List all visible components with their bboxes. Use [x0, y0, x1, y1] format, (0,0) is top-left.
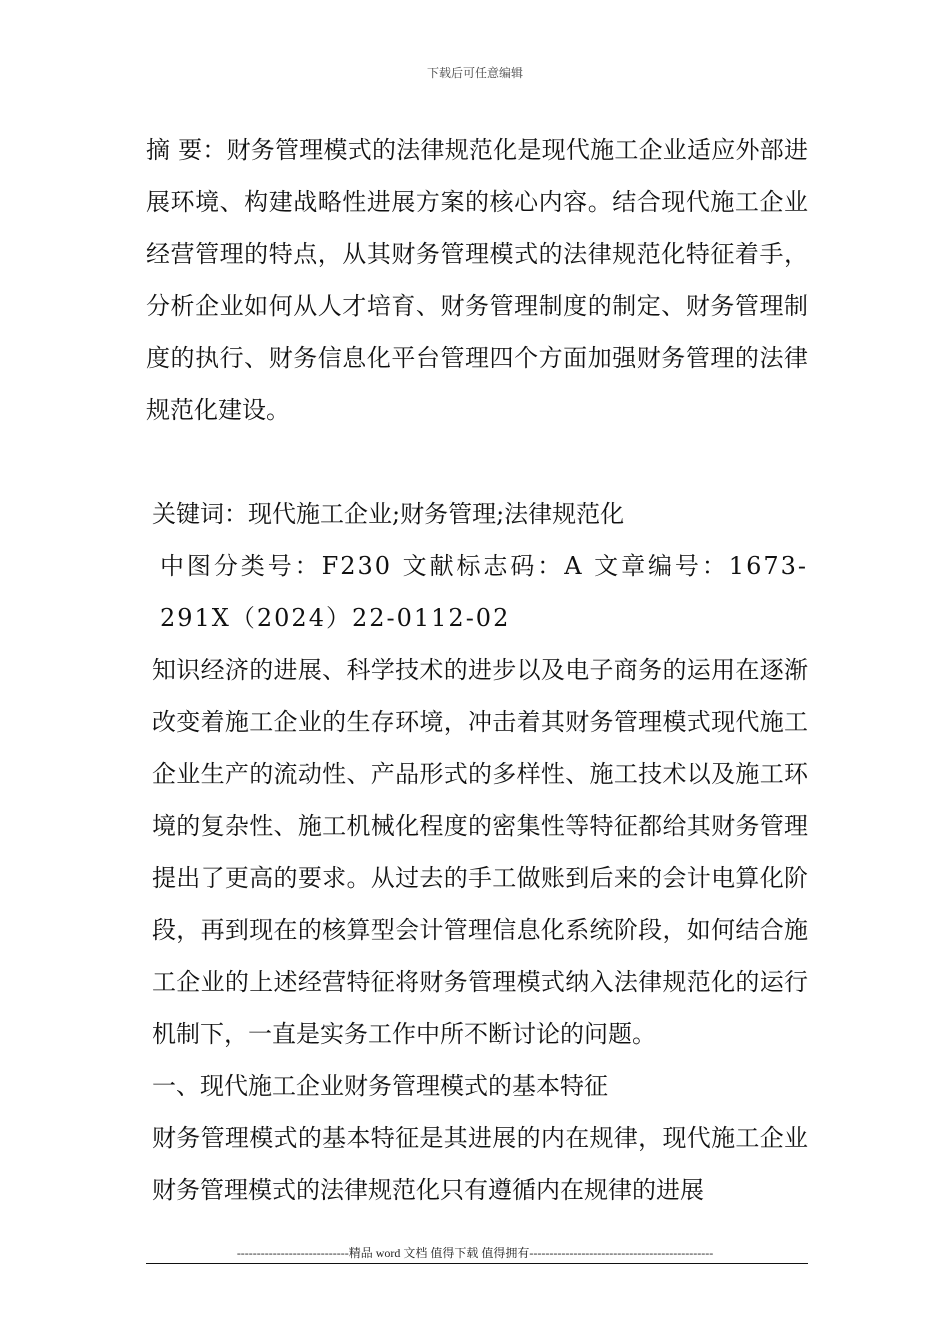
keywords-line: 关键词：现代施工企业;财务管理;法律规范化: [152, 500, 625, 528]
section-heading: 一、现代施工企业财务管理模式的基本特征: [152, 1072, 608, 1100]
footer-rule: [146, 1263, 808, 1264]
body-paragraph: 知识经济的进展、科学技术的进步以及电子商务的运用在逐渐改变着施工企业的生存环境，冲击着其财务管理模式现代施工企业生产的流动性、产品形式的多样性、施工技术以及施工环境的复杂性、施工机械化程度的密集性等特征都给其财务管理提出了更高的要求。从过去的手工做账到后来的会计电算化阶段，再到现在的核算型会计管理信息化系统阶段，如何结合施工企业的上述经营特征将财务管理模式纳入法律规范化的运行机制下，一直是实务工作中所不断讨论的问题。: [152, 656, 808, 1048]
abstract-paragraph: 摘 要：财务管理模式的法律规范化是现代施工企业适应外部进展环境、构建战略性进展方案的核心内容。结合现代施工企业经营管理的特点，从其财务管理模式的法律规范化特征着手，分析企业如何从人才培育、财务管理制度的制定、财务管理制度的执行、财务信息化平台管理四个方面加强财务管理的法律规范化建设。: [146, 136, 808, 424]
classification-line: 中图分类号：F230 文献标志码：A 文章编号：1673-291X（2024）22-0112-02: [160, 552, 808, 632]
document-body: [146, 124, 808, 1216]
section-paragraph: 财务管理模式的基本特征是其进展的内在规律，现代施工企业财务管理模式的法律规范化只有遵循内在规律的进展: [152, 1124, 808, 1204]
page-footer: ----------------------------精品 word 文档 值得下载 值得拥有----------------------------------------------: [236, 1246, 714, 1260]
page-header: 下载后可任意编辑: [426, 66, 523, 80]
